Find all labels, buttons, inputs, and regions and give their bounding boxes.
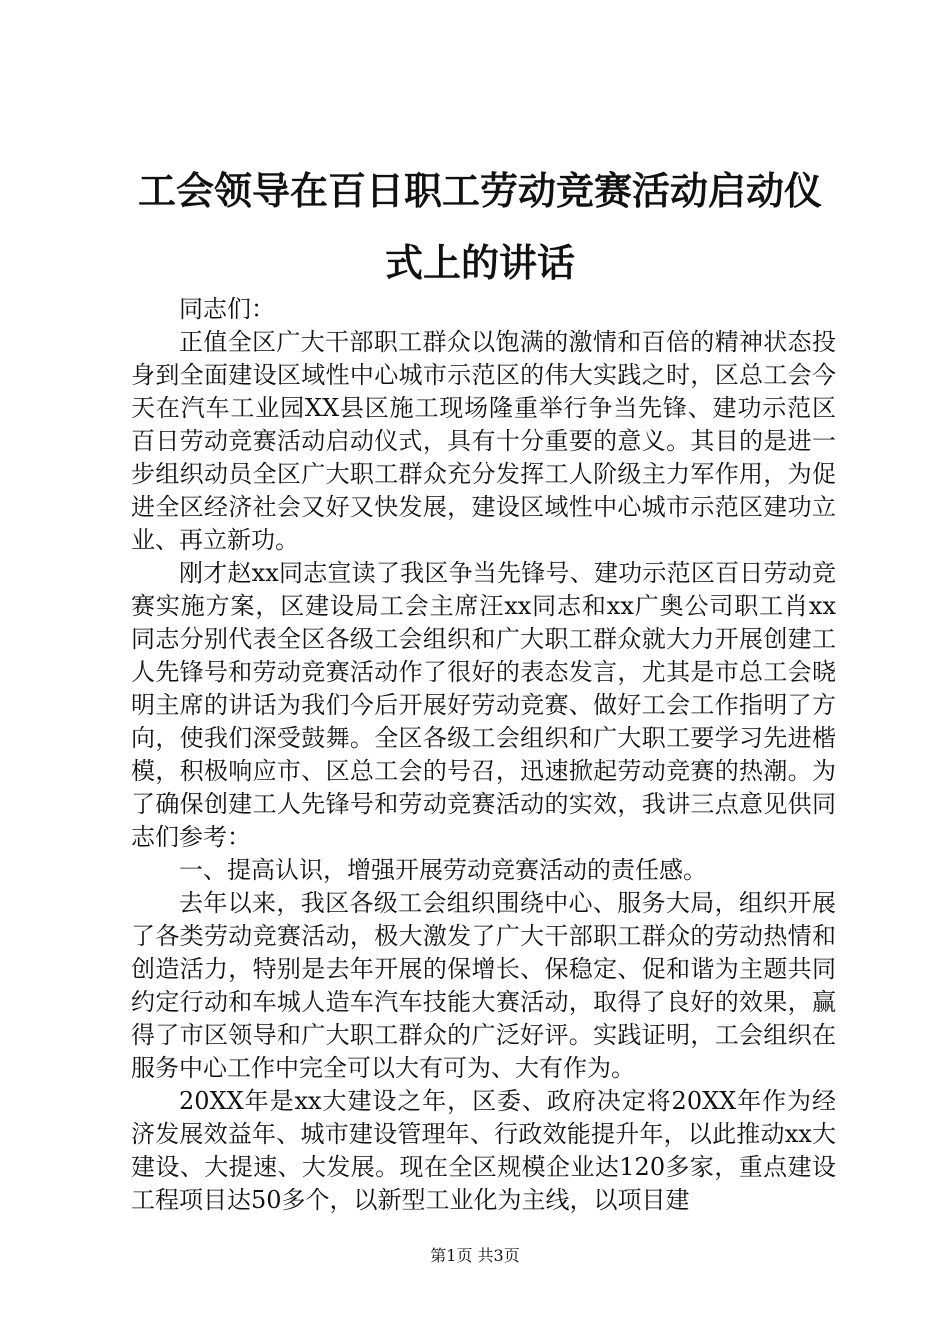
- salutation: 同志们：: [179, 295, 275, 323]
- document-body: [131, 293, 836, 1217]
- page-number-footer: 第1页 共3页: [430, 1246, 520, 1265]
- document-title: 工会领导在百日职工劳动竞赛活动启动仪式上的讲话: [137, 168, 822, 285]
- section-heading: 一、提高认识，增强开展劳动竞赛活动的责任感。: [179, 856, 707, 884]
- body-paragraph: 刚才赵xx同志宣读了我区争当先锋号、建功示范区百日劳动竞赛实施方案，区建设局工会主席汪xx同志和xx广奥公司职工肖xx同志分别代表全区各级工会组织和广大职工群众就大力开展创建工人先锋号和劳动竞赛活动作了很好的表态发言，尤其是市总工会晓明主席的讲话为我们今后开展好劳动竞赛、做好工会工作指明了方向，使我们深受鼓舞。全区各级工会组织和广大职工要学习先进楷模，积极响应市、区总工会的号召，迅速掀起劳动竞赛的热潮。为了确保创建工人先锋号和劳动竞赛活动的实效，我讲三点意见供同志们参考：: [131, 559, 836, 851]
- body-paragraph: 20XX年是xx大建设之年，区委、政府决定将20XX年作为经济发展效益年、城市建设管理年、行政效能提升年，以此推动xx大建设、大提速、大发展。现在全区规模企业达120多家，重点建设工程项目达50多个，以新型工业化为主线，以项目建: [131, 1087, 836, 1214]
- body-paragraph: 去年以来，我区各级工会组织围绕中心、服务大局，组织开展了各类劳动竞赛活动，极大激发了广大干部职工群众的劳动热情和创造活力，特别是去年开展的保增长、保稳定、促和谐为主题共同约定行动和车城人造车汽车技能大赛活动，取得了良好的效果，赢得了市区领导和广大职工群众的广泛好评。实践证明，工会组织在服务中心工作中完全可以大有可为、大有作为。: [131, 889, 836, 1082]
- body-paragraph: 正值全区广大干部职工群众以饱满的激情和百倍的精神状态投身到全面建设区域性中心城市示范区的伟大实践之时，区总工会今天在汽车工业园XX县区施工现场隆重举行争当先锋、建功示范区百日劳动竞赛活动启动仪式，具有十分重要的意义。其目的是进一步组织动员全区广大职工群众充分发挥工人阶级主力军作用，为促进全区经济社会又好又快发展，建设区域性中心城市示范区建功立业、再立新功。: [131, 328, 836, 554]
